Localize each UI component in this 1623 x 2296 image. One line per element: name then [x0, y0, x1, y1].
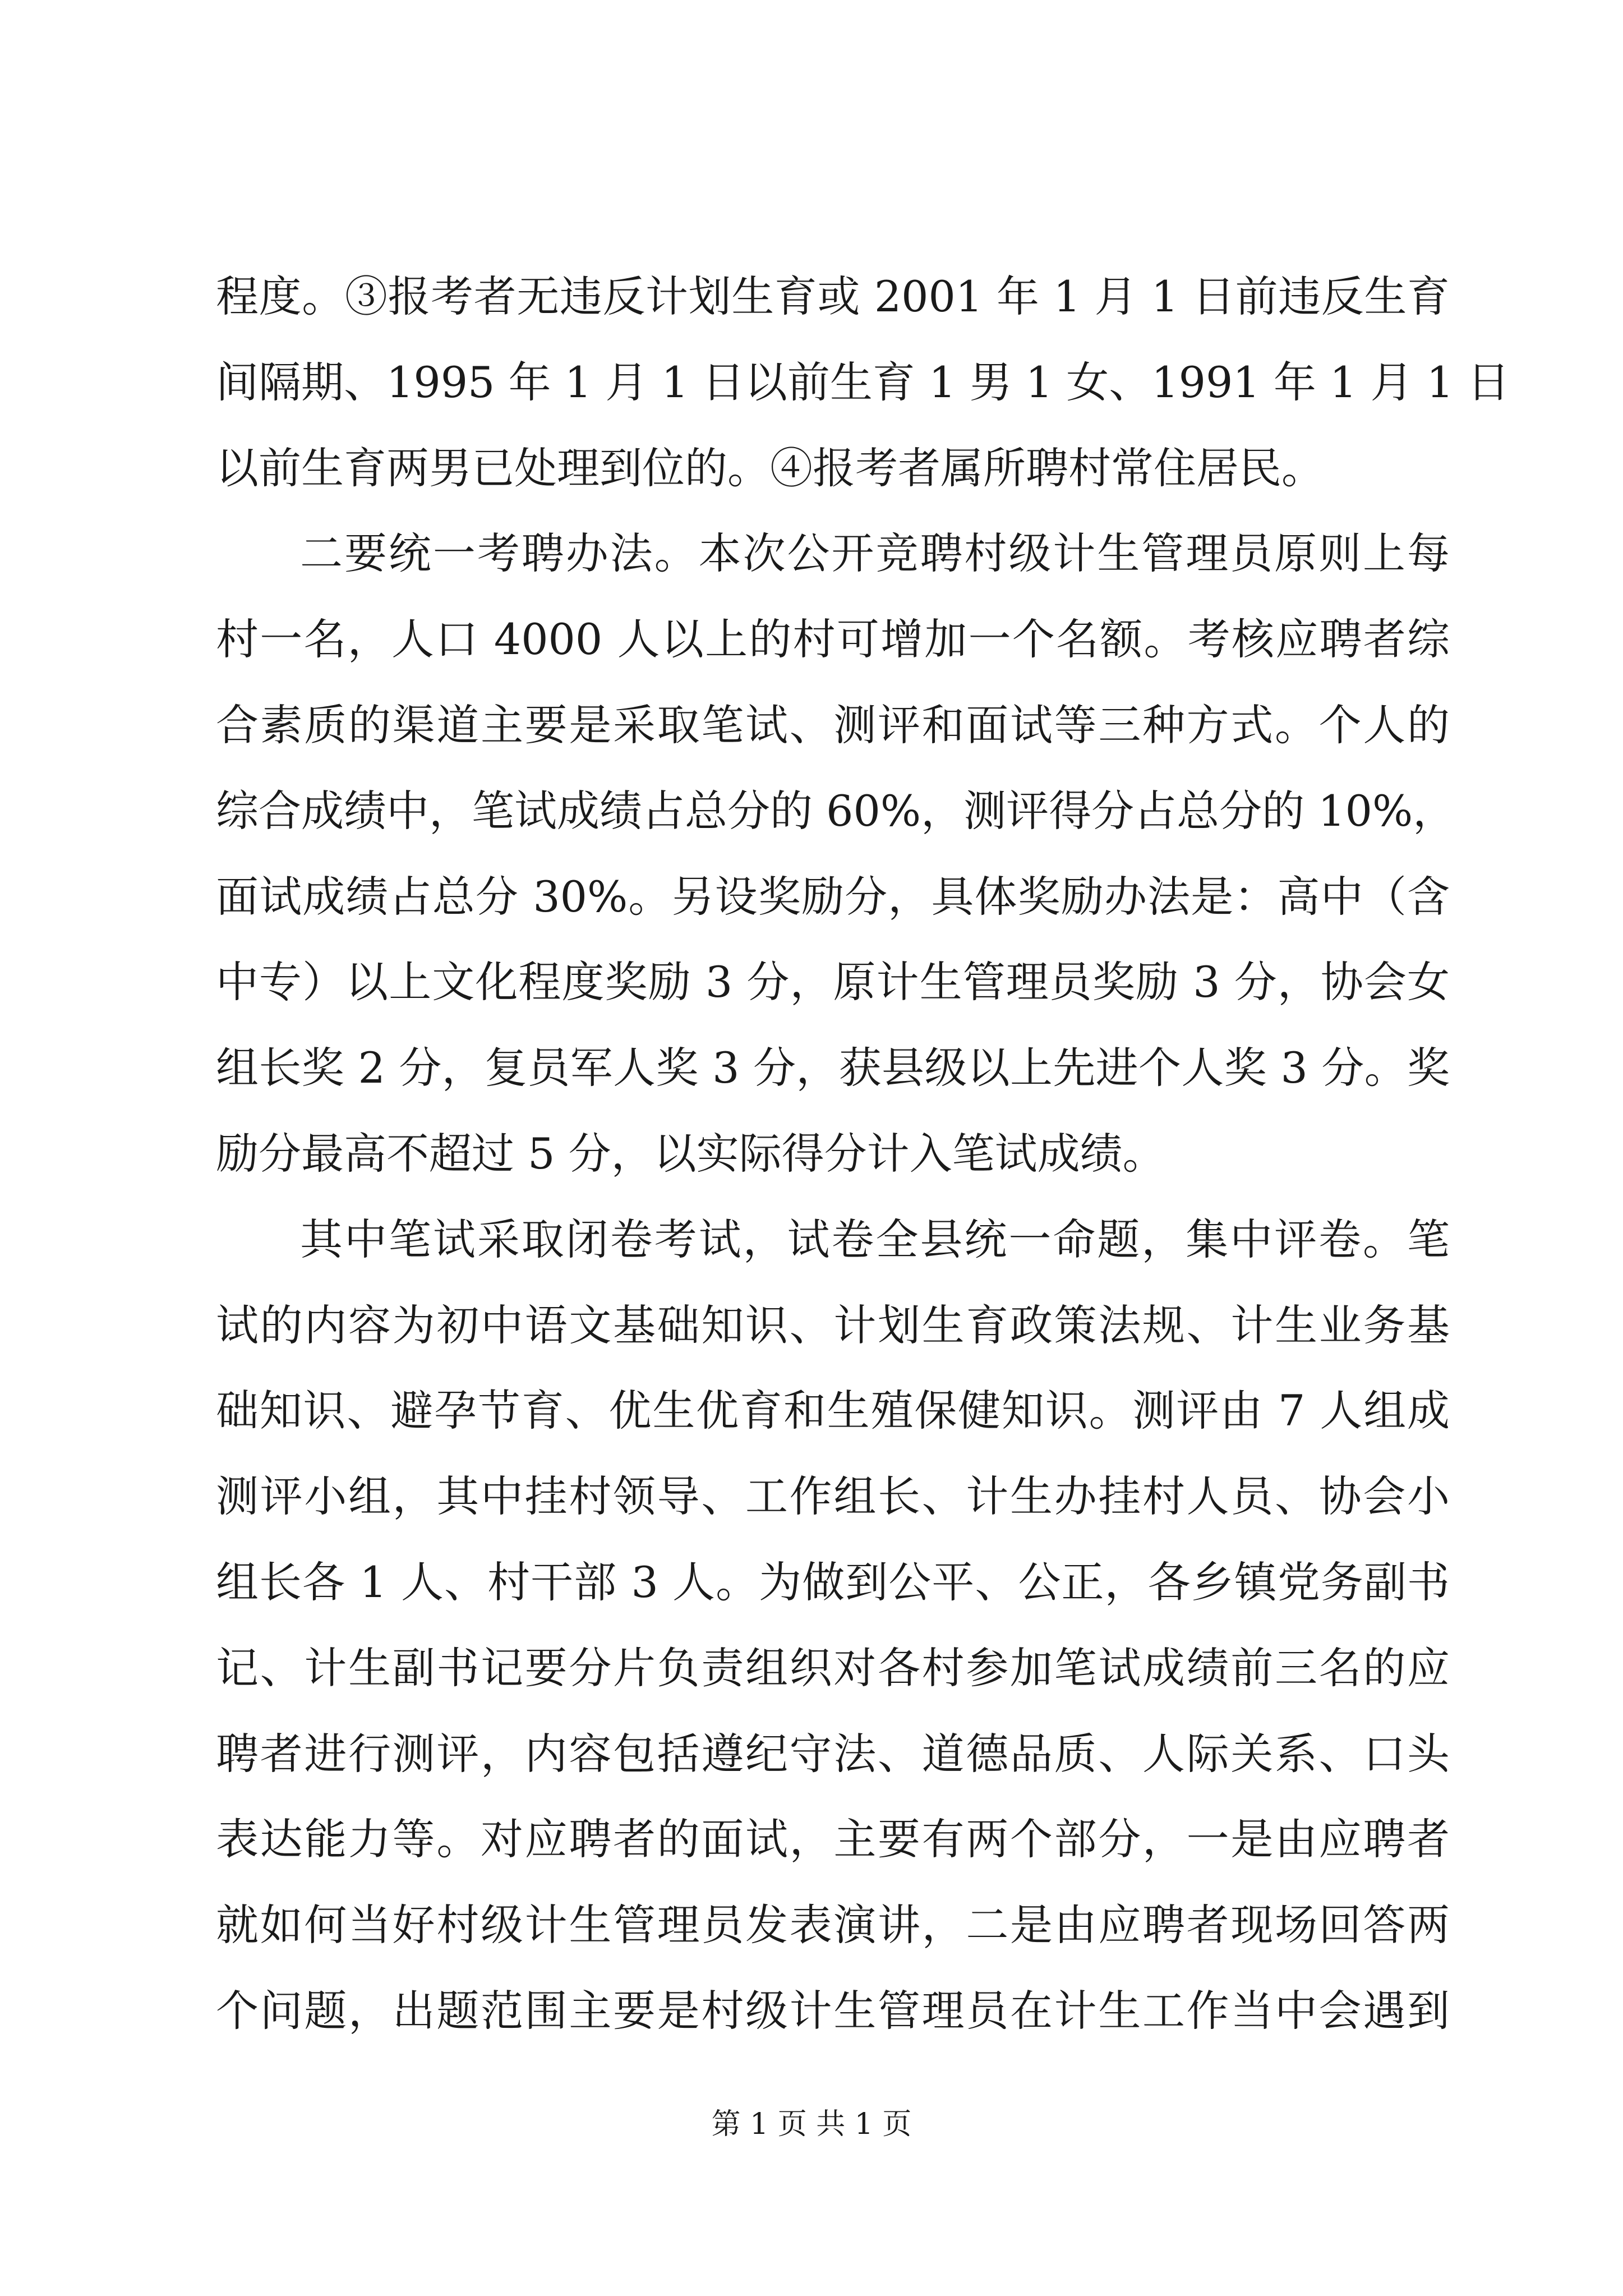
text-line: 励分最高不超过 5 分，以实际得分计入笔试成绩。: [216, 1128, 1165, 1179]
paragraph: [216, 254, 1510, 511]
paragraph: [216, 511, 1456, 1197]
text-line: 面试成绩占总分 30%。另设奖励分，具体奖励办法是：高中（含: [216, 871, 1450, 922]
document-body: [216, 254, 1510, 2054]
text-line: 二要统一考聘办法。本次公开竞聘村级计生管理员原则上每: [300, 528, 1450, 579]
page-footer: [0, 2105, 1623, 2144]
text-line: 以前生育两男已处理到位的。④报考者属所聘村常住居民。: [216, 443, 1324, 493]
text-line: 个问题，出题范围主要是村级计生管理员在计生工作当中会遇到: [216, 1985, 1450, 2036]
text-line: 就如何当好村级计生管理员发表演讲，二是由应聘者现场回答两: [216, 1900, 1450, 1950]
text-line: 程度。③报考者无违反计划生育或 2001 年 1 月 1 日前违反生育: [216, 272, 1450, 321]
text-line: 组长奖 2 分，复员军人奖 3 分，获县级以上先进个人奖 3 分。奖: [216, 1043, 1450, 1093]
text-line: 表达能力等。对应聘者的面试，主要有两个部分，一是由应聘者: [216, 1814, 1450, 1865]
text-line: 聘者进行测评，内容包括遵纪守法、道德品质、人际关系、口头: [216, 1728, 1450, 1779]
text-line: 础知识、避孕节育、优生优育和生殖保健知识。测评由 7 人组成: [216, 1386, 1450, 1436]
text-line: 试的内容为初中语文基础知识、计划生育政策法规、计生业务基: [216, 1300, 1450, 1350]
paragraph: [216, 1197, 1450, 2054]
text-line: 记、计生副书记要分片负责组织对各村参加笔试成绩前三名的应: [216, 1642, 1450, 1693]
text-line: 中专）以上文化程度奖励 3 分，原计生管理员奖励 3 分，协会女: [216, 957, 1450, 1007]
text-line: 测评小组，其中挂村领导、工作组长、计生办挂村人员、协会小: [216, 1471, 1450, 1522]
text-line: 村一名，人口 4000 人以上的村可增加一个名额。考核应聘者综: [216, 614, 1450, 665]
text-line: 间隔期、1995 年 1 月 1 日以前生育 1 男 1 女、1991 年 1 月 1 日: [216, 357, 1510, 407]
text-line: 组长各 1 人、村干部 3 人。为做到公平、公正，各乡镇党务副书: [216, 1557, 1450, 1607]
page-number-label: 第 1 页 共 1 页: [711, 2108, 912, 2141]
text-line: 综合成绩中，笔试成绩占总分的 60%，测评得分占总分的 10%，: [216, 785, 1456, 836]
text-line: 其中笔试采取闭卷考试，试卷全县统一命题，集中评卷。笔: [300, 1214, 1450, 1264]
text-line: 合素质的渠道主要是采取笔试、测评和面试等三种方式。个人的: [216, 700, 1450, 750]
